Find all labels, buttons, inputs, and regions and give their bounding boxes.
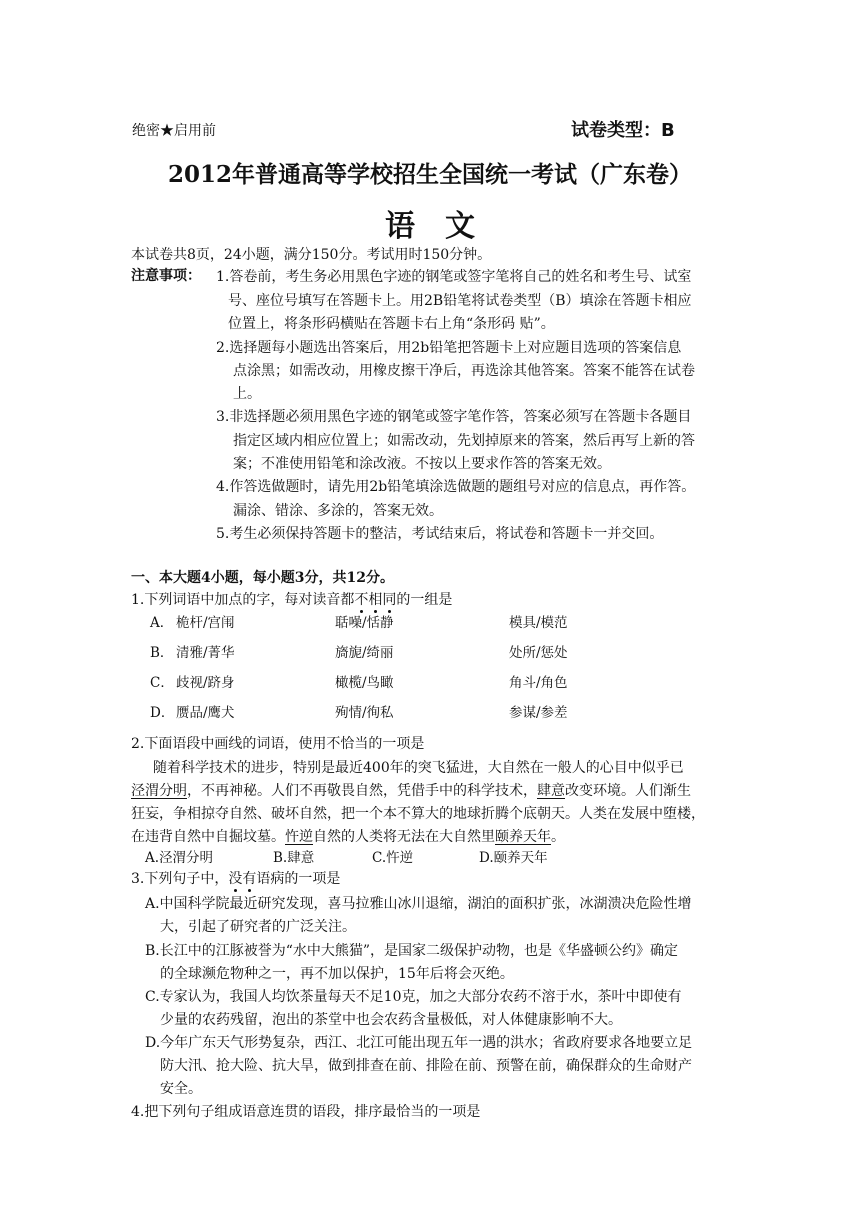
option-word: 殉情/徇私 [335,705,394,721]
option-word: 旖旎/绮丽 [335,645,394,661]
notice-line: 1.答卷前，考生务必用黑色字迹的钢笔或签字笔将自己的姓名和考生号、试室 [216,269,692,285]
confidential-mark: 绝密★启用前 [132,123,216,139]
stem-text: 3.下列句子中， [131,871,229,887]
option: B.肆意 [273,850,315,866]
underlined-phrase: 忤逆 [285,829,313,845]
option-line: 大，引起了研究者的广泛关注。 [160,919,356,935]
emphasis-char: 不 [354,589,368,609]
emphasis-char: 同 [382,589,396,609]
option-word: 赝品/鹰犬 [176,705,235,721]
notice-line: 号、座位号填写在答题卡上。用2B铅笔将试卷类型（B）填涂在答题卡相应 [228,293,692,309]
question-3-stem [131,868,340,888]
option-line: 少量的农药残留，泡出的茶堂中也会农药含量极低，对人体健康影响不大。 [160,1012,622,1028]
passage-line [131,826,565,846]
emphasis-char: 没 [228,868,242,888]
option: A.泾渭分明 [145,850,214,866]
option-line: 防大汛、抢大险、抗大旱，做到排查在前、排险在前、预警在前，确保群众的生命财产 [160,1058,692,1074]
emphasis-char: 有 [242,868,256,888]
option-key: C． [150,675,174,691]
notice-line: 漏涂、错涂、多涂的，答案无效。 [233,503,443,519]
exam-intro: 本试卷共8页，24小题，满分150分。考试用时150分钟。 [131,247,492,263]
option-line: 安全。 [160,1081,202,1097]
notice-line: 指定区域内相应位置上；如需改动，先划掉原来的答案，然后再写上新的答 [233,433,695,449]
option-key: A． [150,615,174,631]
option-word: 桅杆/宫闱 [176,615,235,631]
notice-line: 5.考生必须保持答题卡的整洁，考试结束后，将试卷和答题卡一并交回。 [216,526,664,542]
notice-label: 注意事项： [131,268,201,284]
option-word: 清雅/菁华 [176,645,235,661]
notice-line: 点涂黑；如需改动，用橡皮擦干净后，再选涂其他答案。答案不能答在试卷 [233,363,695,379]
subject-title: 语文 [385,209,505,244]
option-line: A.中国科学院最近研究发现，喜马拉雅山冰川退缩，湖泊的面积扩张，冰湖溃决危险性增 [145,896,692,912]
notice-line: 上。 [233,386,261,402]
option-word: 聒噪/恬静 [335,615,394,631]
option: C.忤逆 [372,850,414,866]
passage-text: 改变环境。人们渐生 [565,783,691,799]
option-word: 参谋/参差 [509,705,568,721]
option: D.颐养天年 [479,850,548,866]
question-1-stem [131,589,452,609]
passage-text: 。 [551,829,565,845]
passage-text: 自然的人类将无法在大自然里 [313,829,495,845]
option-line: 的全球濒危物种之一，再不加以保护，15年后将会灭绝。 [160,966,514,982]
option-key: B． [150,645,174,661]
option-key: D． [150,705,175,721]
notice-line: 位置上，将条形码横贴在答题卡右上角“条形码 贴”。 [228,316,555,332]
passage-line: 随着科学技术的进步，特别是最近400年的突飞猛进，大自然在一般人的心目中似乎已 [153,760,684,776]
option-line: C.专家认为，我国人均饮茶量每天不足10克，加之大部分农药不溶于水，茶叶中即使有 [145,989,682,1005]
option-word: 歧视/跻身 [176,675,235,691]
option-line: D.今年广东天气形势复杂，西江、北江可能出现五年一遇的洪水；省政府要求各地要立足 [145,1035,693,1051]
underlined-phrase: 颐养天年 [495,829,551,845]
option-line: B.长江中的江豚被誉为“水中大熊猫”，是国家二级保护动物，也是《华盛顿公约》确定 [145,943,679,959]
notice-line: 案；不准使用铅笔和涂改液。不按以上要求作答的答案无效。 [233,456,611,472]
underlined-phrase: 泾渭分明 [131,783,187,799]
passage-line: 狂妄，争相掠夺自然、破坏自然，把一个本不算大的地球折腾个底朝天。人类在发展中堕楼， [131,806,705,822]
notice-line: 3.非选择题必须用黑色字迹的钢笔或签字笔作答，答案必须写在答题卡各题目 [216,409,692,425]
option-word: 橄榄/鸟瞰 [335,675,394,691]
option-word: 处所/惩处 [509,645,568,661]
passage-line [131,780,691,800]
notice-line: 4.作答选做题时，请先用2b铅笔填涂选做题的题组号对应的信息点，再作答。 [216,479,696,495]
stem-text: 1.下列词语中加点的字，每对读音都 [131,592,355,608]
option-word: 模具/模范 [509,615,568,631]
exam-title: 2012年普通高等学校招生全国统一考试（广东卷） [167,161,692,188]
section-heading: 一、本大题4小题，每小题3分，共12分。 [131,570,394,586]
question-2-stem: 2.下面语段中画线的词语，使用不恰当的一项是 [131,736,425,752]
question-4-stem: 4.把下列句子组成语意连贯的语段，排序最恰当的一项是 [131,1104,481,1120]
paper-type-label: 试卷类型：B [571,120,675,141]
emphasis-char: 相 [368,589,382,609]
passage-text: ，不再神秘。人们不再敬畏自然，凭借手中的科学技术， [187,783,537,799]
option-word: 角斗/角色 [509,675,568,691]
stem-text: 语病的一项是 [256,871,341,887]
underlined-phrase: 肆意 [537,783,565,799]
passage-text: 在违背自然中自掘坟墓。 [131,829,285,845]
notice-line: 2.选择题每小题选出答案后，用2b铅笔把答题卡上对应题目选项的答案信息 [216,340,682,356]
stem-text: 的一组是 [396,592,453,608]
